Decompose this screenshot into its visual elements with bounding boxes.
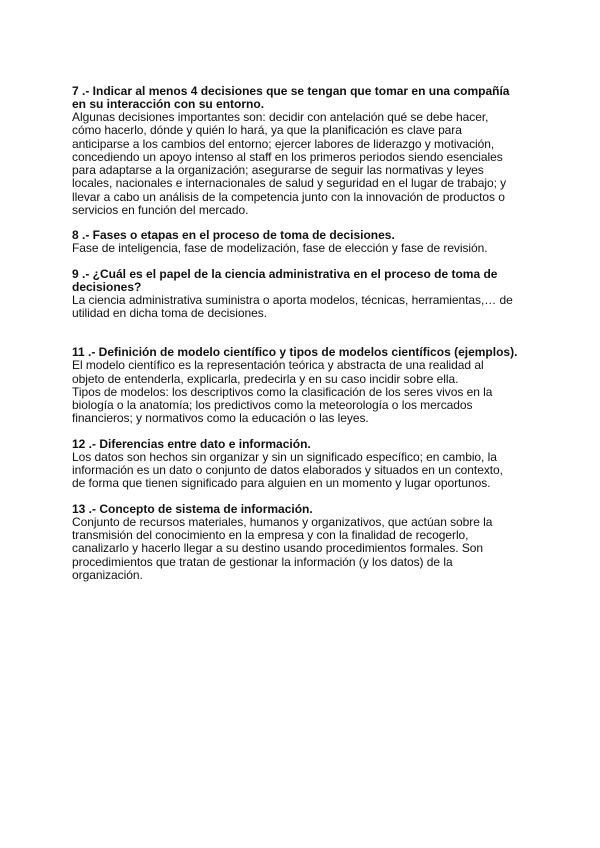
section-q13 bbox=[72, 503, 532, 582]
question-line: 7 .- Indicar al menos 4 decisiones que se tengan que tomar en una compañía bbox=[72, 84, 510, 98]
question-line: 12 .- Diferencias entre dato e información. bbox=[72, 436, 311, 451]
answer-line: anticiparse a los cambios del entorno; ejercer labores de liderazgo y motivación, bbox=[72, 136, 495, 151]
section-q7 bbox=[72, 85, 532, 217]
question-line: 13 .- Concepto de sistema de información. bbox=[72, 501, 313, 516]
answer-line: Fase de inteligencia, fase de modelización, fase de elección y fase de revisión. bbox=[72, 241, 488, 256]
answer-9 bbox=[72, 294, 532, 321]
answer-line: organización. bbox=[72, 567, 143, 582]
answer-13 bbox=[72, 516, 532, 582]
document-page bbox=[72, 85, 532, 582]
answer-12 bbox=[72, 451, 532, 491]
answer-line: procedimientos que tratan de gestionar la información (y los datos) de la bbox=[72, 554, 453, 569]
question-line: 11 .- Definición de modelo científico y tipos de modelos científicos (ejemplos). bbox=[72, 345, 518, 360]
answer-line: Los datos son hechos sin organizar y sin un significado específico; en cambio, la bbox=[72, 449, 497, 464]
answer-line: de forma que tienen significado para alguien en un momento y lugar oportunos. bbox=[72, 476, 491, 491]
question-line: decisiones? bbox=[72, 279, 142, 294]
answer-line: transmisión del conocimiento en la empresa y con la finalidad de recogerlo, bbox=[72, 527, 469, 542]
answer-line: canalizarlo y hacerlo llegar a su destino usando procedimientos formales. Son bbox=[72, 541, 484, 556]
answer-line: servicios en función del mercado. bbox=[72, 203, 249, 218]
answer-line: Conjunto de recursos materiales, humanos y organizativos, que actúan sobre la bbox=[72, 514, 493, 529]
section-q9 bbox=[72, 268, 532, 321]
question-12-heading bbox=[72, 438, 532, 451]
section-q11 bbox=[72, 346, 532, 425]
answer-line: objeto de entenderla, explicarla, predecirla y en su caso incidir sobre ella. bbox=[72, 371, 459, 386]
question-13-heading bbox=[72, 503, 532, 516]
answer-line: El modelo científico es la representación teórica y abstracta de una realidad al bbox=[72, 358, 484, 373]
answer-line: información es un dato o conjunto de datos elaborados y situados en un contexto, bbox=[72, 463, 503, 478]
answer-11 bbox=[72, 359, 532, 425]
answer-line: Algunas decisiones importantes son: decidir con antelación qué se debe hacer, bbox=[72, 110, 489, 124]
question-line: 9 .- ¿Cuál es el papel de la ciencia administrativa en el proceso de toma de bbox=[72, 266, 498, 281]
answer-8 bbox=[72, 242, 532, 255]
answer-line: financieros; y normativos como la educación o las leyes. bbox=[72, 411, 369, 426]
question-7-heading bbox=[72, 85, 532, 111]
answer-line: concediendo un apoyo intenso al staff en los primeros periodos siendo esenciales bbox=[72, 149, 503, 164]
section-q8 bbox=[72, 229, 532, 255]
answer-line: Tipos de modelos: los descriptivos como la clasificación de los seres vivos en la bbox=[72, 384, 493, 399]
answer-line: utilidad en dicha toma de decisiones. bbox=[72, 305, 267, 320]
answer-line: locales, nacionales e internacionales de salud y seguridad en el lugar de trabajo; y bbox=[72, 176, 507, 191]
answer-line: llevar a cabo un análisis de la competencia junto con la innovación de productos o bbox=[72, 189, 505, 204]
answer-line: La ciencia administrativa suministra o aporta modelos, técnicas, herramientas,… de bbox=[72, 292, 513, 307]
answer-line: cómo hacerlo, dónde y quién lo hará, ya que la planificación es clave para bbox=[72, 123, 462, 138]
section-q12 bbox=[72, 438, 532, 491]
question-line: en su interacción con su entorno. bbox=[72, 97, 265, 111]
question-line: 8 .- Fases o etapas en el proceso de toma de decisiones. bbox=[72, 228, 395, 243]
answer-line: biología o la anatomía; los predictivos como la meteorología o los mercados bbox=[72, 398, 473, 413]
question-9-heading bbox=[72, 268, 532, 294]
answer-line: para adaptarse a la organización; asegurarse de seguir las normativas y leyes bbox=[72, 163, 484, 178]
answer-7 bbox=[72, 111, 532, 217]
